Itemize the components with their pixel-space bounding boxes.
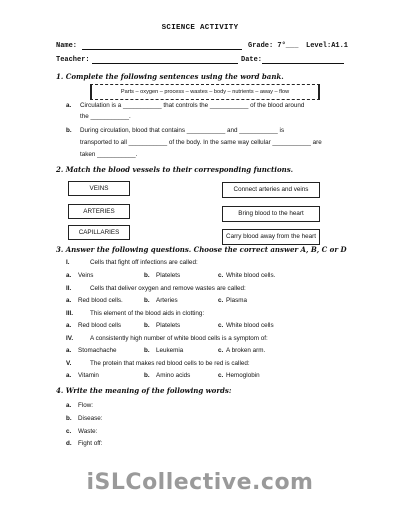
name-label: Name: — [56, 42, 78, 50]
q3-iii-b-letter: b. — [144, 322, 150, 329]
q3-ii-a-letter: a. — [66, 297, 72, 304]
q3-iv-a-letter: a. — [66, 347, 72, 354]
q4-a-letter: a. — [66, 402, 72, 409]
q3-v-a-letter: a. — [66, 372, 72, 379]
q1-b-line3: taken ___________. — [80, 151, 138, 158]
grade-label: Grade: 7°___ — [248, 42, 299, 50]
q3-ii-c-letter: c. — [218, 297, 224, 304]
q3-iii-c-letter: c. — [218, 322, 224, 329]
q3-ii-number: II. — [66, 285, 72, 292]
q3-v-c-text: Hemoglobin — [226, 372, 260, 379]
q3-i-text: Cells that fight off infections are called: — [90, 259, 198, 266]
q3-iv-c-text: A broken arm. — [226, 347, 266, 354]
q3-v-text: The protein that makes red blood cells to be red is called: — [90, 360, 250, 367]
q4-b-word: Disease: — [78, 415, 103, 422]
q3-ii-text: Cells that deliver oxygen and remove wastes are called: — [90, 285, 246, 292]
q2-heading: 2. Match the blood vessels to their corresponding functions. — [56, 165, 294, 174]
q1-a-line2: the ___________. — [80, 113, 131, 120]
q3-iv-number: IV. — [66, 335, 74, 342]
q3-iii-number: III. — [66, 310, 73, 317]
teacher-line[interactable] — [92, 63, 238, 64]
q3-v-b-letter: b. — [144, 372, 150, 379]
q4-heading: 4. Write the meaning of the following words: — [56, 386, 232, 395]
q3-v-b-text: Amino acids — [156, 372, 191, 379]
level-label: Level:A1.1 — [306, 42, 349, 50]
q3-iv-b-letter: b. — [144, 347, 150, 354]
q4-a-word: Flow: — [78, 402, 94, 409]
q3-v-number: V. — [66, 360, 72, 367]
q3-iii-c-text: White blood cells — [226, 322, 274, 329]
q3-ii-b-text: Arteries — [156, 297, 178, 304]
date-line[interactable] — [262, 63, 344, 64]
vessel-box-capillaries: CAPILLARIES — [68, 225, 130, 240]
q1-b-letter: b. — [66, 127, 72, 134]
q3-heading: 3. Answer the following questions. Choose the correct answer A, B, C or D — [56, 245, 347, 254]
q4-d-letter: d. — [66, 440, 72, 447]
q3-ii-c-text: Plasma — [226, 297, 247, 304]
name-line[interactable] — [82, 49, 242, 50]
watermark: iSLCollective.com — [86, 470, 314, 495]
q3-i-b-letter: b. — [144, 272, 150, 279]
word-bank-text: Parts – oxygen – process – wastes – body – nutrients – away – flow — [120, 89, 290, 95]
q3-i-c-letter: c. — [218, 272, 224, 279]
q3-iv-b-text: Leukemia — [156, 347, 184, 354]
q1-heading: 1. Complete the following sentences using the word bank. — [56, 72, 284, 81]
q3-i-a-letter: a. — [66, 272, 72, 279]
q4-c-letter: c. — [66, 428, 72, 435]
q3-v-c-letter: c. — [218, 372, 224, 379]
function-box-2: Bring blood to the heart — [222, 206, 320, 222]
q3-i-a-text: Veins — [78, 272, 94, 279]
teacher-label: Teacher: — [56, 56, 90, 64]
q1-a-letter: a. — [66, 102, 72, 109]
q3-iv-text: A consistently high number of white blood cells is a symptom of: — [90, 335, 268, 342]
q4-b-letter: b. — [66, 415, 72, 422]
q3-iii-text: This element of the blood aids in clotting: — [90, 310, 205, 317]
q3-ii-a-text: Red blood cells. — [78, 297, 123, 304]
q3-iii-b-text: Platelets — [156, 322, 181, 329]
q1-b-line1: During circulation, blood that contains ___________ and ___________ is — [80, 127, 285, 134]
function-box-1: Connect arteries and veins — [222, 182, 320, 198]
q3-iv-c-letter: c. — [218, 347, 224, 354]
q1-a-line1: Circulation is a ___________ that controls the ___________ of the blood around — [80, 102, 305, 109]
q3-iii-a-text: Red blood cells — [78, 322, 122, 329]
q3-i-c-text: White blood cells. — [226, 272, 276, 279]
q4-d-word: Fight off: — [78, 440, 103, 447]
q3-iii-a-letter: a. — [66, 322, 72, 329]
q3-i-b-text: Platelets — [156, 272, 181, 279]
date-label: Date: — [241, 56, 263, 64]
q3-v-a-text: Vitamin — [78, 372, 99, 379]
q3-i-number: I. — [66, 259, 70, 266]
vessel-box-arteries: ARTERIES — [68, 204, 130, 219]
q3-iv-a-text: Stomachache — [78, 347, 117, 354]
function-box-3: Carry blood away from the heart — [222, 229, 320, 245]
q1-b-line2: transported to all ___________ of the body. In the same way cellular ___________ are — [80, 139, 322, 146]
page-title: SCIENCE ACTIVITY — [161, 24, 239, 32]
word-bank-box — [90, 84, 320, 100]
vessel-box-veins: VEINS — [68, 181, 130, 196]
q4-c-word: Waste: — [78, 428, 98, 435]
q3-ii-b-letter: b. — [144, 297, 150, 304]
